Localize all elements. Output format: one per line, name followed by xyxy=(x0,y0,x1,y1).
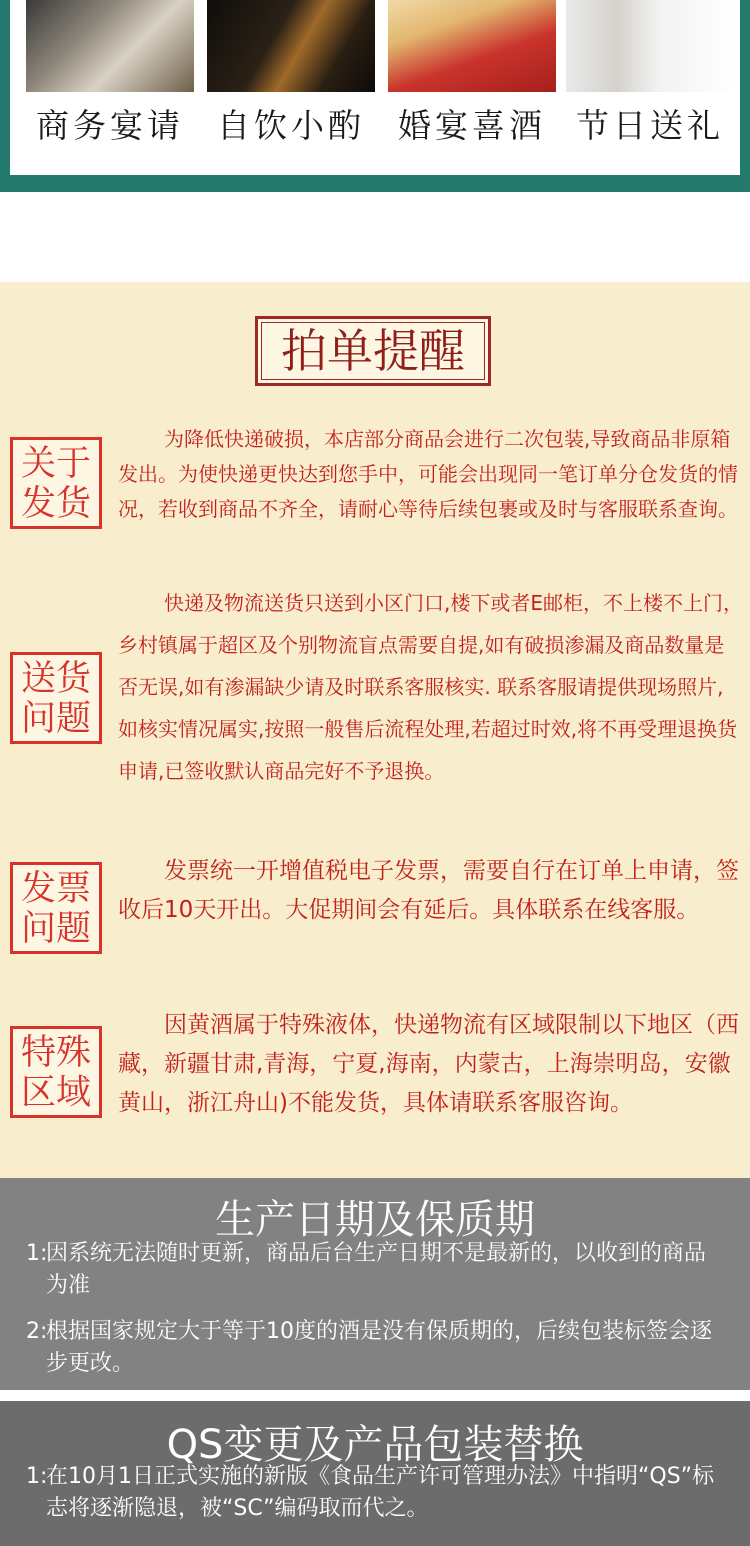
scene-caption: 节日送礼 xyxy=(576,106,724,145)
paragraph-text: 因黄酒属于特殊液体，快递物流有区域限制以下地区（西藏，新疆甘肃,青海，宁夏,海南，内蒙古，上海崇明岛，安徽黄山，浙江舟山)不能发货，具体请联系客服咨询。 xyxy=(118,1012,739,1116)
item-text: 根据国家规定大于等于10度的酒是没有保质期的，后续包装标签会逐步更改。 xyxy=(46,1319,712,1376)
production-item xyxy=(26,1238,726,1302)
tag-line: 送货 xyxy=(20,659,91,699)
tag-line: 区域 xyxy=(20,1073,91,1113)
item-number: 1: xyxy=(26,1241,48,1266)
production-item xyxy=(26,1316,726,1380)
order-notice-section xyxy=(0,282,750,1178)
production-date-box xyxy=(0,1178,750,1390)
item-text: 在10月1日正式实施的新版《食品生产许可管理办法》中指明“QS”标志将逐渐隐退，被“SC”编码取而代之。 xyxy=(46,1464,715,1521)
tag-line: 问题 xyxy=(20,909,91,949)
tag-line: 问题 xyxy=(20,699,91,739)
notice-title: 拍单提醒 xyxy=(255,316,491,386)
production-title: 生产日期及保质期 xyxy=(215,1197,535,1243)
scene-wedding-wine[interactable] xyxy=(388,0,556,175)
scene-photo xyxy=(566,0,734,92)
usage-scenes-band xyxy=(0,0,750,192)
scene-caption: 商务宴请 xyxy=(36,106,184,145)
tag-shipping xyxy=(10,437,102,529)
special-region-text xyxy=(118,1006,743,1123)
tag-line: 发货 xyxy=(20,484,91,524)
tag-line: 特殊 xyxy=(20,1033,91,1073)
tag-special-region xyxy=(10,1026,102,1118)
qs-item xyxy=(26,1461,726,1525)
usage-scenes-panel xyxy=(10,0,740,175)
invoice-text xyxy=(118,852,743,930)
tag-invoice xyxy=(10,862,102,954)
paragraph-text: 发票统一开增值税电子发票，需要自行在订单上申请，签收后10天开出。大促期间会有延后。具体联系在线客服。 xyxy=(118,858,739,923)
scene-photo xyxy=(388,0,556,92)
tag-line: 关于 xyxy=(20,444,91,484)
delivery-text xyxy=(118,582,743,792)
scene-caption: 婚宴喜酒 xyxy=(398,106,546,145)
tag-delivery xyxy=(10,652,102,744)
scene-holiday-gift[interactable] xyxy=(566,0,734,175)
divider xyxy=(0,1390,750,1401)
paragraph-text: 快递及物流送货只送到小区门口,楼下或者E邮柜，不上楼不上门，乡村镇属于超区及个别物流盲点需要自提,如有破损渗漏及商品数量是否无误,如有渗漏缺少请及时联系客服核实. 联系客服请提供现场照片,如核实情况属实,按照一般售后流程处理,若超过时效,将不再受理退换货申请,已签收默认商品完好不予退换。 xyxy=(118,591,743,783)
shipping-text xyxy=(118,422,743,527)
qs-title: QS变更及产品包装替换 xyxy=(166,1422,584,1468)
paragraph-text: 为降低快递破损，本店部分商品会进行二次包装,导致商品非原箱发出。为使快递更快达到您手中，可能会出现同一笔订单分仓发货的情况，若收到商品不齐全，请耐心等待后续包裹或及时与客服联系查询。 xyxy=(118,427,738,521)
scene-photo xyxy=(26,0,194,92)
scene-business-banquet[interactable] xyxy=(26,0,194,175)
item-text: 因系统无法随时更新，商品后台生产日期不是最新的，以收到的商品为准 xyxy=(46,1241,707,1298)
scene-self-drinking[interactable] xyxy=(207,0,375,175)
tag-line: 发票 xyxy=(20,869,91,909)
scene-photo xyxy=(207,0,375,92)
item-number: 2: xyxy=(26,1319,48,1344)
scene-caption: 自饮小酌 xyxy=(217,106,365,145)
qs-change-box xyxy=(0,1401,750,1546)
item-number: 1: xyxy=(26,1464,48,1489)
